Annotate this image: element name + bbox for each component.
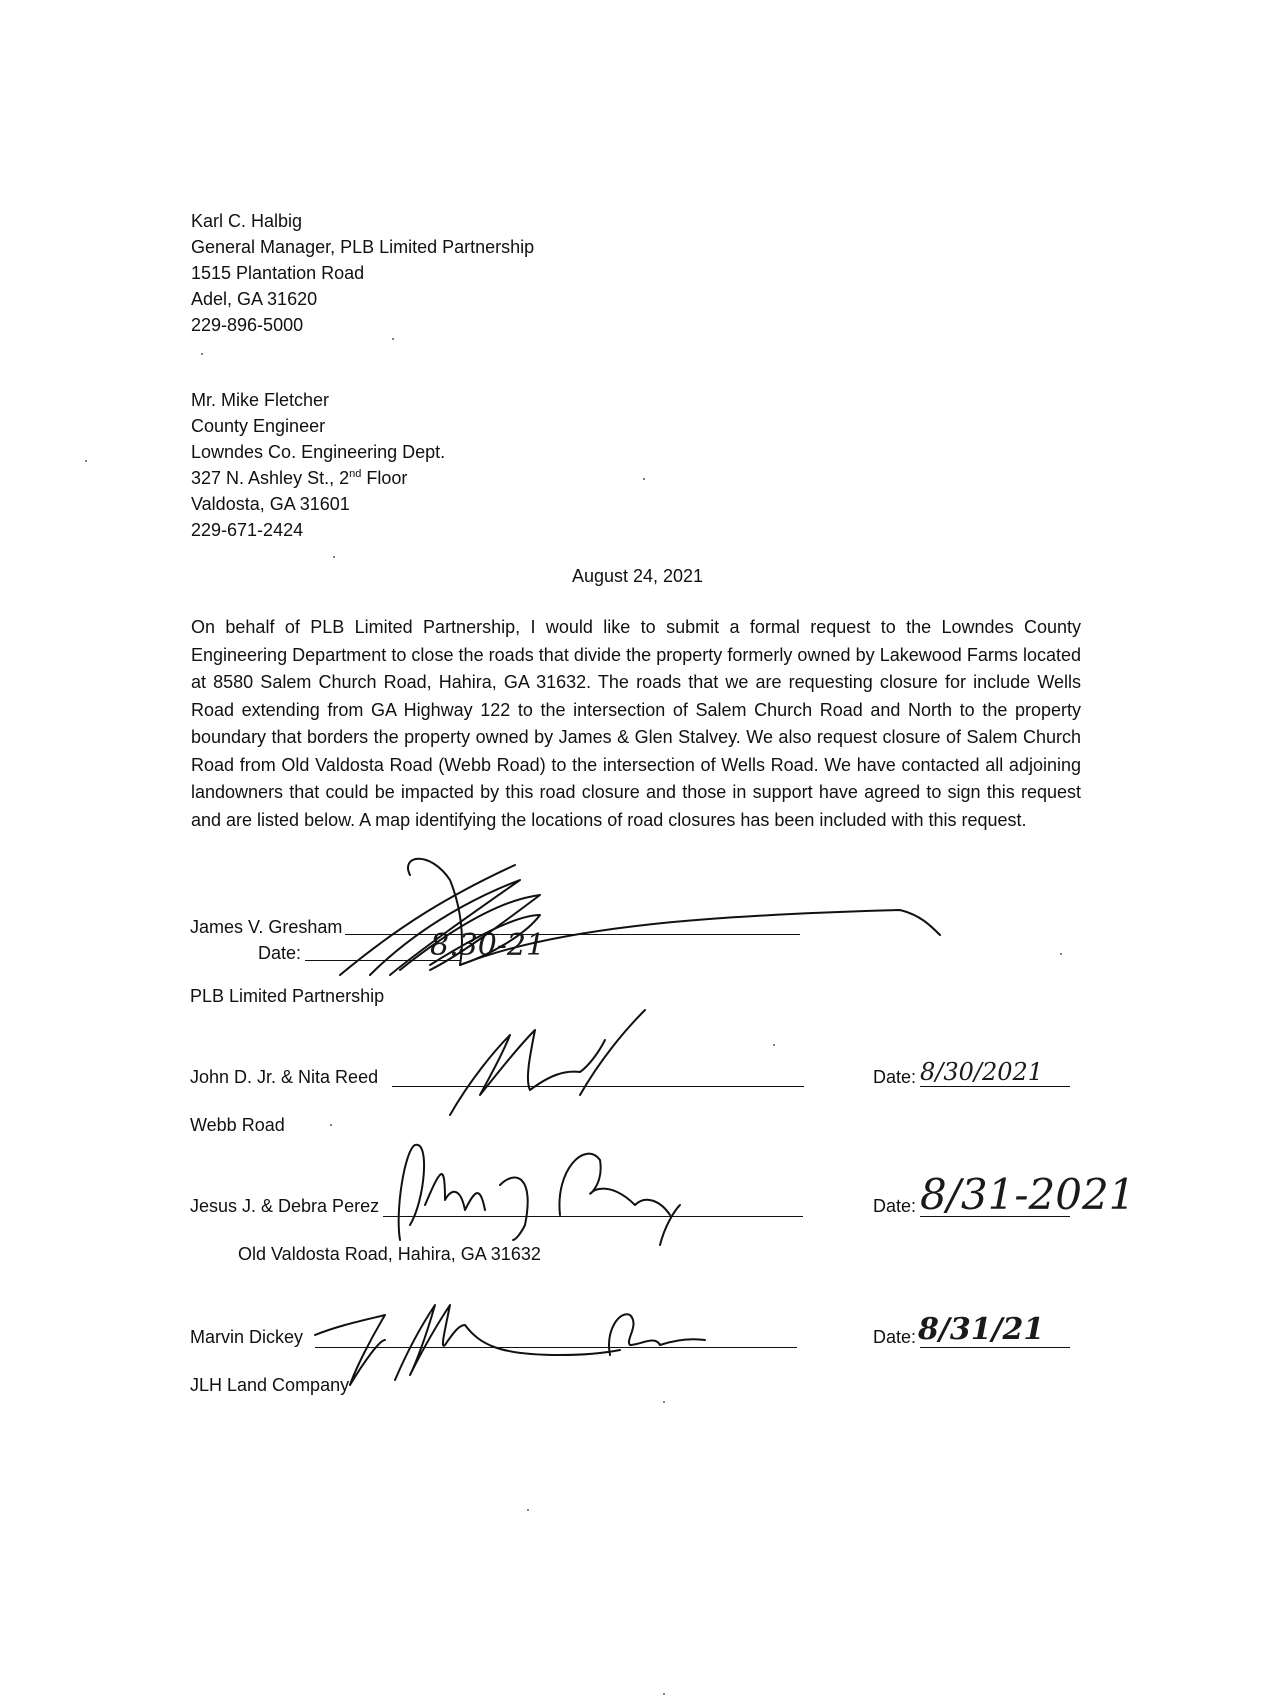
scan-speck (643, 478, 645, 480)
letter-body: On behalf of PLB Limited Partnership, I would like to submit a formal request to the Lowndes County Engineering Department to close the roads that divide the property formerly owned by Lakewood Farms located at 8580 Salem Church Road, Hahira, GA 31632. The roads that we are requesting closure for include Wells Road extending from GA Highway 122 to the intersection of Salem Church Road and North to the property boundary that borders the property owned by James & Glen Stalvey. We also request closure of Salem Church Road from Old Valdosta Road (Webb Road) to the intersection of Wells Road. We have contacted all adjoining landowners that could be impacted by this road closure and those in support have agreed to sign this request and are listed below. A map identifying the locations of road closures has been included with this request. (191, 617, 1081, 830)
signatory-name: Jesus J. & Debra Perez (190, 1196, 380, 1216)
signatory-affiliation: PLB Limited Partnership (190, 986, 385, 1006)
recipient-title: County Engineer (191, 416, 326, 436)
recipient-street-ordinal: nd (349, 468, 362, 480)
signatory-affiliation: Old Valdosta Road, Hahira, GA 31632 (238, 1244, 541, 1264)
handwritten-date: 8/30/2021 (920, 1058, 1044, 1086)
scan-speck (392, 338, 394, 340)
signatory-affiliation: Webb Road (190, 1115, 285, 1135)
recipient-phone: 229-671-2424 (191, 520, 304, 540)
date-label: Date: (873, 1067, 917, 1087)
signatory-name: John D. Jr. & Nita Reed (190, 1067, 379, 1087)
signature-perez (385, 1130, 715, 1260)
signatory-affiliation: JLH Land Company (190, 1375, 350, 1395)
sender-city: Adel, GA 31620 (191, 289, 318, 309)
scan-speck (85, 460, 87, 462)
handwritten-date: 8/31/21 (918, 1312, 1045, 1347)
date-line (920, 1086, 1070, 1087)
sender-phone: 229-896-5000 (191, 315, 304, 335)
recipient-name: Mr. Mike Fletcher (191, 390, 330, 410)
sender-street: 1515 Plantation Road (191, 263, 365, 283)
recipient-street-floor: Floor (361, 468, 408, 488)
recipient-city: Valdosta, GA 31601 (191, 494, 350, 514)
letter-date: August 24, 2021 (571, 566, 704, 586)
signatory-name: James V. Gresham (190, 917, 343, 937)
recipient-street (191, 465, 445, 491)
sender-title: General Manager, PLB Limited Partnership (191, 237, 535, 257)
scan-speck (333, 556, 335, 558)
scan-speck (527, 1509, 529, 1511)
handwritten-date: 8/31-2021 (920, 1170, 1136, 1219)
scan-speck (201, 353, 203, 355)
scan-speck (663, 1401, 665, 1403)
signature-dickey (310, 1300, 730, 1400)
handwritten-date: 8.30-21 (430, 928, 546, 963)
scan-speck (1060, 953, 1062, 955)
recipient-address-block (191, 387, 445, 543)
signatory-name: Marvin Dickey (190, 1327, 304, 1347)
date-label: Date: (258, 943, 302, 963)
signature-gresham (340, 855, 940, 985)
sender-address-block (191, 208, 534, 338)
sender-name: Karl C. Halbig (191, 211, 303, 231)
date-label: Date: (873, 1327, 917, 1347)
scan-speck (330, 1124, 332, 1126)
recipient-street-main: 327 N. Ashley St., 2 (191, 468, 350, 488)
date-label: Date: (873, 1196, 917, 1216)
signature-reed (440, 1010, 680, 1120)
date-line (920, 1347, 1070, 1348)
recipient-department: Lowndes Co. Engineering Dept. (191, 442, 446, 462)
scan-speck (773, 1044, 775, 1046)
